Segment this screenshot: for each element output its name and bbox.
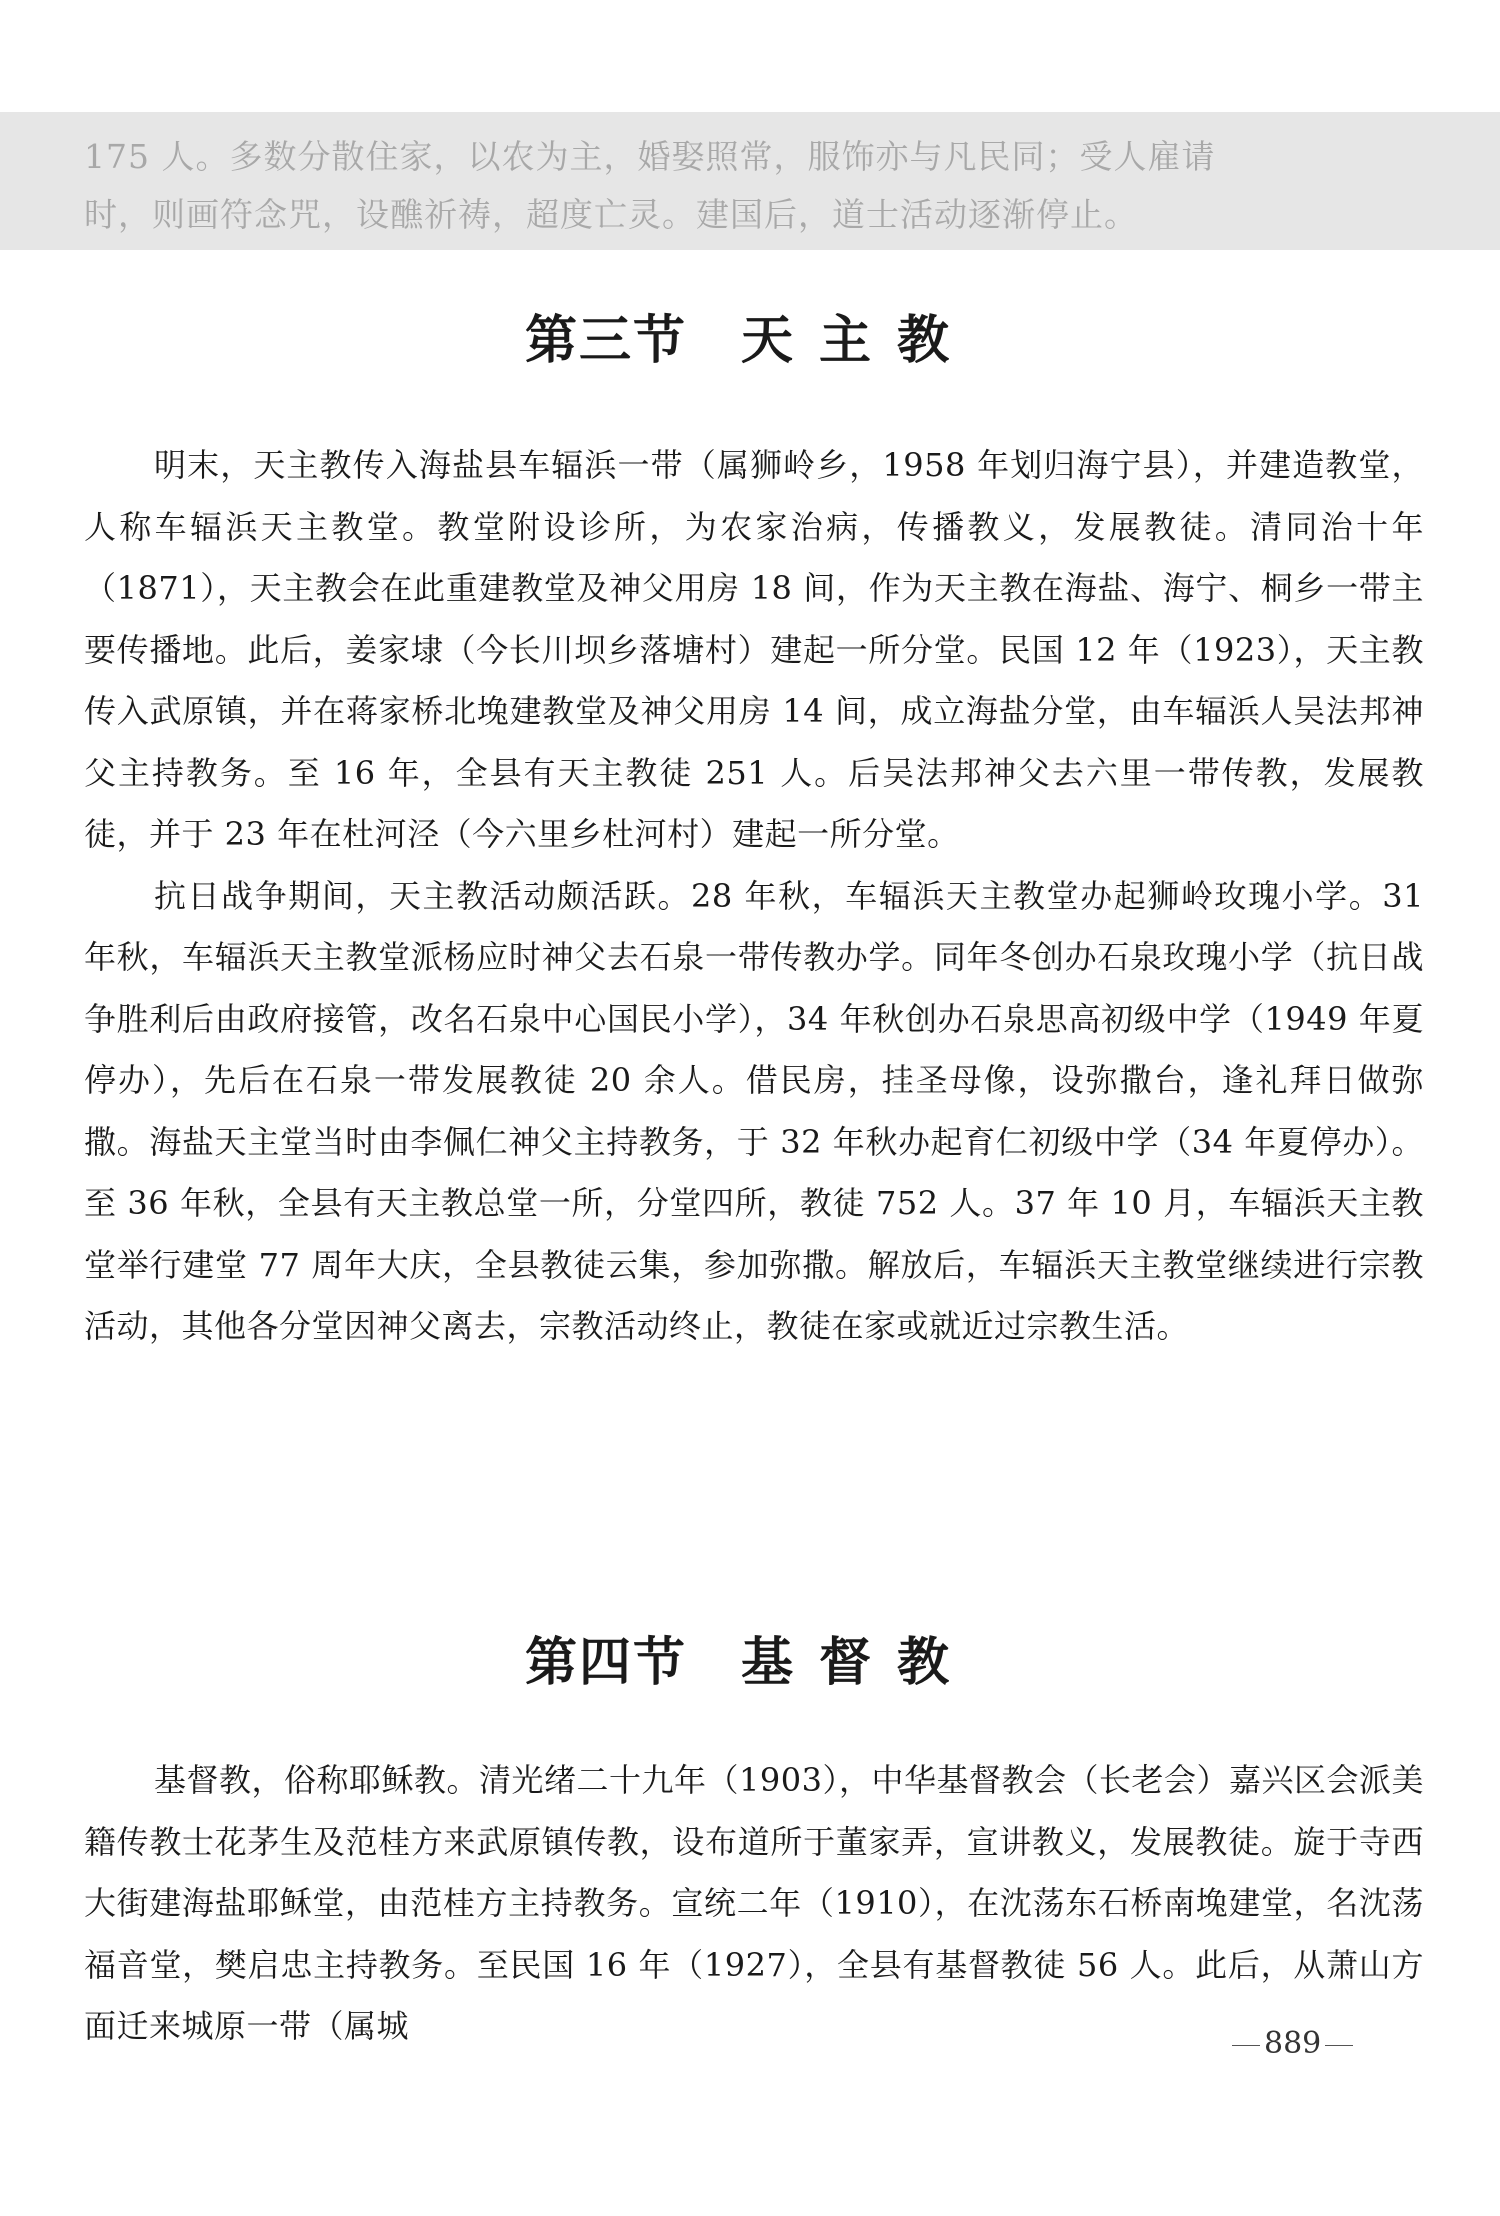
carryover-line: 175 人。多数分散住家，以农为主，婚娶照常，服饰亦与凡民同；受人雇请 [84, 137, 1216, 176]
body-paragraph: 明末，天主教传入海盐县车辐浜一带（属狮岭乡，1958 年划归海宁县），并建造教堂，人称车辐浜天主教堂。教堂附设诊所，为农家治病，传播教义，发展教徒。清同治十年（1871），天主教会在此重建教堂及神父用房 18 间，作为天主教在海盐、海宁、桐乡一带主要传播地。此后，姜家埭（今长川坝乡落塘村）建起一所分堂。民国 12 年（1923），天主教传入武原镇，并在蒋家桥北堍建教堂及神父用房 14 间，成立海盐分堂，由车辐浜人吴法邦神父主持教务。至 16 年，全县有天主教徒 251 人。后吴法邦神父去六里一带传教，发展教徒，并于 23 年在杜河泾（今六里乡杜河村）建起一所分堂。 [84, 446, 1424, 853]
page-number-dash [1232, 2045, 1260, 2046]
body-paragraph: 基督教，俗称耶稣教。清光绪二十九年（1903），中华基督教会（长老会）嘉兴区会派美籍传教士花茅生及范桂方来武原镇传教，设布道所于董家弄，宣讲教义，发展教徒。旋于寺西大街建海盐耶稣堂，由范桂方主持教务。宣统二年（1910），在沈荡东石桥南堍建堂，名沈荡福音堂，樊启忠主持教务。至民国 16 年（1927），全县有基督教徒 56 人。此后，从萧山方面迁来城原一带（属城 [84, 1761, 1424, 2045]
page-number [1232, 2026, 1353, 2061]
page-number-value: 889 [1264, 2026, 1322, 2061]
section-number: 第三节 [524, 310, 687, 371]
carryover-text-block [0, 112, 1500, 250]
section-body-catholicism [84, 435, 1424, 1358]
page-number-dash [1325, 2045, 1353, 2046]
section-number: 第四节 [524, 1632, 687, 1693]
section-body-christianity [84, 1750, 1424, 2058]
body-paragraph: 抗日战争期间，天主教活动颇活跃。28 年秋，车辐浜天主教堂办起狮岭玫瑰小学。31 年秋，车辐浜天主教堂派杨应时神父去石泉一带传教办学。同年冬创办石泉玫瑰小学（抗日战争胜利后由政府接管，改名石泉中心国民小学），34 年秋创办石泉思高初级中学（1949 年夏停办），先后在石泉一带发展教徒 20 余人。借民房，挂圣母像，设弥撒台，逢礼拜日做弥撒。海盐天主堂当时由李佩仁神父主持教务，于 32 年秋办起育仁初级中学（34 年夏停办）。至 36 年秋，全县有天主教总堂一所，分堂四所，教徒 752 人。37 年 10 月，车辐浜天主教堂举行建堂 77 周年大庆，全县教徒云集，参加弥撒。解放后，车辐浜天主教堂继续进行宗教活动，其他各分堂因神父离去，宗教活动终止，教徒在家或就近过宗教生活。 [84, 876, 1424, 1345]
section-name: 天主教 [741, 310, 976, 371]
section-heading-christianity [0, 1620, 1500, 1695]
section-heading-catholicism [0, 298, 1500, 373]
carryover-line: 时，则画符念咒，设醮祈祷，超度亡灵。建国后，道士活动逐渐停止。 [84, 195, 1138, 234]
section-name: 基督教 [741, 1632, 976, 1693]
